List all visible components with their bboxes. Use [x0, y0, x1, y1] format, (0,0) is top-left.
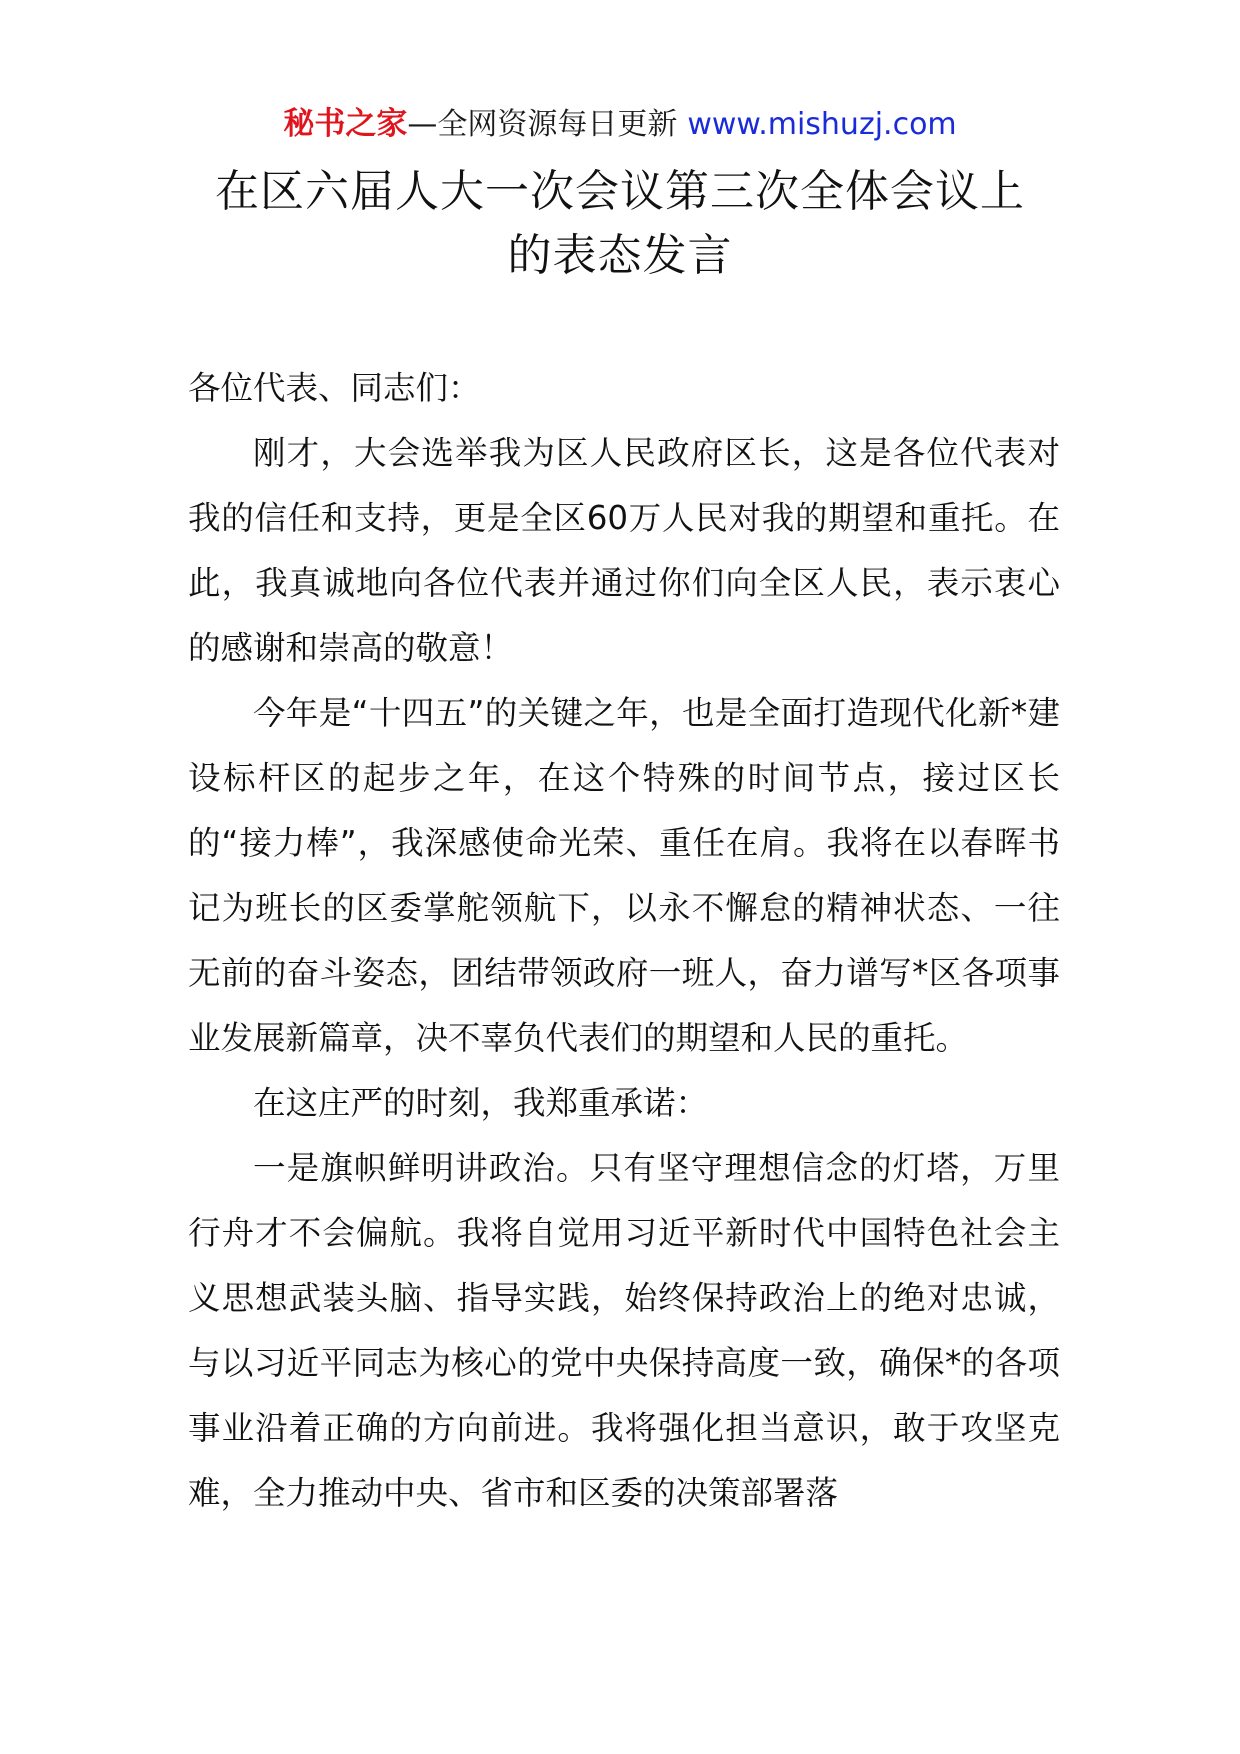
header-slogan: —全网资源每日更新 [407, 107, 678, 142]
paragraph: 刚才，大会选举我为区人民政府区长，这是各位代表对我的信任和支持，更是全区60万人民对我的期望和重托。在此，我真诚地向各位代表并通过你们向全区人民，表示衷心的感谢和崇高的敬意！ [188, 434, 1060, 667]
title-line-2: 的表态发言 [507, 230, 733, 281]
site-header [0, 104, 1240, 145]
brand-name: 秘书之家 [283, 106, 408, 142]
document-body [188, 356, 1060, 1526]
paragraph: 在这庄严的时刻，我郑重承诺： [253, 1084, 709, 1122]
salutation: 各位代表、同志们： [188, 369, 481, 407]
site-url-link[interactable]: www.mishuzj.com [687, 107, 957, 142]
title-line-1: 在区六届人大一次会议第三次全体会议上 [215, 166, 1025, 217]
paragraph: 今年是“十四五”的关键之年，也是全面打造现代化新*建设标杆区的起步之年，在这个特殊的时间节点，接过区长的“接力棒”，我深感使命光荣、重任在肩。我将在以春晖书记为班长的区委掌舵领航下，以永不懈怠的精神状态、一往无前的奋斗姿态，团结带领政府一班人，奋力谱写*区各项事业发展新篇章，决不辜负代表们的期望和人民的重托。 [188, 694, 1060, 1057]
paragraph: 一是旗帜鲜明讲政治。只有坚守理想信念的灯塔，万里行舟才不会偏航。我将自觉用习近平新时代中国特色社会主义思想武装头脑、指导实践，始终保持政治上的绝对忠诚，与以习近平同志为核心的党中央保持高度一致，确保*的各项事业沿着正确的方向前进。我将强化担当意识，敢于攻坚克难，全力推动中央、省市和区委的决策部署落 [188, 1149, 1060, 1512]
document-title [150, 160, 1090, 288]
